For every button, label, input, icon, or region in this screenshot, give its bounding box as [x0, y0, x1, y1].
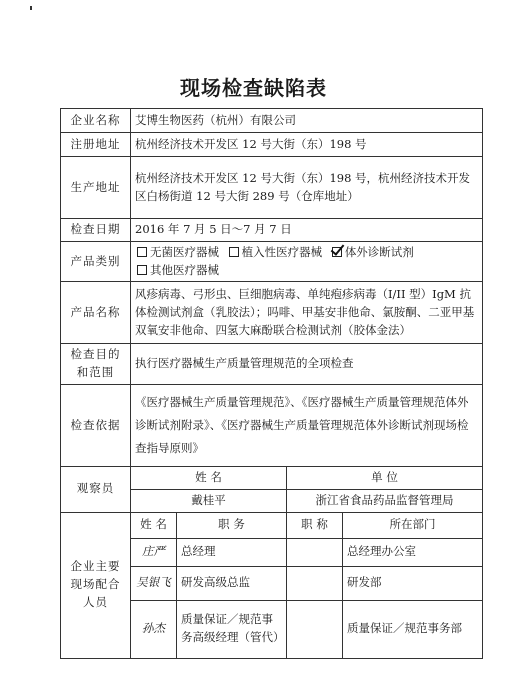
product-name-label: 产品名称: [61, 282, 131, 344]
checkbox-ivd-checked[interactable]: [332, 247, 342, 257]
category-options: [131, 241, 483, 282]
page-title: 现场检查缺陷表: [180, 76, 327, 100]
observer-label: 观察员: [61, 467, 131, 513]
staff-duty: 质量保证／规范事务高级经理（管代）: [177, 600, 287, 658]
category-option-label: 植入性医疗器械: [241, 244, 323, 259]
scan-mark: [30, 6, 32, 10]
staff-title: [287, 600, 343, 658]
staff-name: 庄严: [131, 538, 177, 566]
category-option-label: 体外诊断试剂: [344, 244, 414, 259]
checkbox-sterile[interactable]: [137, 247, 147, 257]
observer-name: 戴桂平: [131, 489, 287, 512]
staff-title: [287, 566, 343, 600]
observer-name-header: 姓 名: [131, 467, 287, 490]
row-scope: [61, 344, 483, 385]
category-option-label: 无菌医疗器械: [150, 244, 219, 259]
staff-name: 孙杰: [131, 600, 177, 658]
staff-title-header: 职 称: [287, 512, 343, 538]
row-observer-header: [61, 467, 483, 490]
category-option-implant[interactable]: [227, 245, 323, 259]
row-basis: [61, 385, 483, 467]
staff-duty: 总经理: [177, 538, 287, 566]
inspect-date-label: 检查日期: [61, 219, 131, 242]
reg-address-value: 杭州经济技术开发区 12 号大街（东）198 号: [131, 133, 483, 157]
staff-dept: 总经理办公室: [343, 538, 483, 566]
row-reg-address: [61, 133, 483, 157]
staff-name-header: 姓 名: [131, 512, 177, 538]
basis-label: 检查依据: [61, 385, 131, 467]
staff-title: [287, 538, 343, 566]
reg-address-label: 注册地址: [61, 133, 131, 157]
staff-dept: 质量保证／规范事务部: [343, 600, 483, 658]
row-category: [61, 241, 483, 282]
category-option-label: 其他医疗器械: [150, 262, 219, 277]
checkbox-other[interactable]: [137, 265, 147, 275]
inspect-date-value: 2016 年 7 月 5 日～7 月 7 日: [131, 219, 483, 242]
scope-label: 检查目的和范围: [61, 344, 131, 385]
company-label: 企业名称: [61, 109, 131, 133]
row-product-name: [61, 282, 483, 344]
company-value: 艾博生物医药（杭州）有限公司: [131, 109, 483, 133]
basis-value: 《医疗器械生产质量管理规范》、《医疗器械生产质量管理规范体外诊断试剂附录》、《医疗器械生产质量管理规范体外诊断试剂现场检查指导原则》: [131, 385, 483, 467]
staff-dept: 研发部: [343, 566, 483, 600]
prod-address-label: 生产地址: [61, 157, 131, 219]
category-label: 产品类别: [61, 241, 131, 282]
staff-dept-header: 所在部门: [343, 512, 483, 538]
category-option-other[interactable]: [135, 263, 219, 277]
row-prod-address: [61, 157, 483, 219]
staff-duty-header: 职 务: [177, 512, 287, 538]
row-inspect-date: [61, 219, 483, 242]
prod-address-value: 杭州经济技术开发区 12 号大街（东）198 号，杭州经济技术开发区白杨街道 12 号大街 289 号（仓库地址）: [131, 157, 483, 219]
staff-duty: 研发高级总监: [177, 566, 287, 600]
inspection-table: [60, 108, 483, 659]
scope-value: 执行医疗器械生产质量管理规范的全项检查: [131, 344, 483, 385]
observer-unit: 浙江省食品药品监督管理局: [287, 489, 483, 512]
staff-name: 吴银飞: [131, 566, 177, 600]
row-staff-header: [61, 512, 483, 538]
checkbox-implant[interactable]: [229, 247, 239, 257]
row-company: [61, 109, 483, 133]
product-name-value: 风疹病毒、弓形虫、巨细胞病毒、单纯疱疹病毒（I/II 型）IgM 抗体检测试剂盒（乳胶法）；吗啡、甲基安非他命、氯胺酮、二亚甲基双氧安非他命、四氢大麻酚联合检测试剂（胶体金法）: [131, 282, 483, 344]
category-option-ivd[interactable]: [330, 245, 414, 259]
staff-label: 企业主要现场配合人员: [61, 512, 131, 658]
category-option-sterile[interactable]: [135, 245, 219, 259]
observer-unit-header: 单 位: [287, 467, 483, 490]
